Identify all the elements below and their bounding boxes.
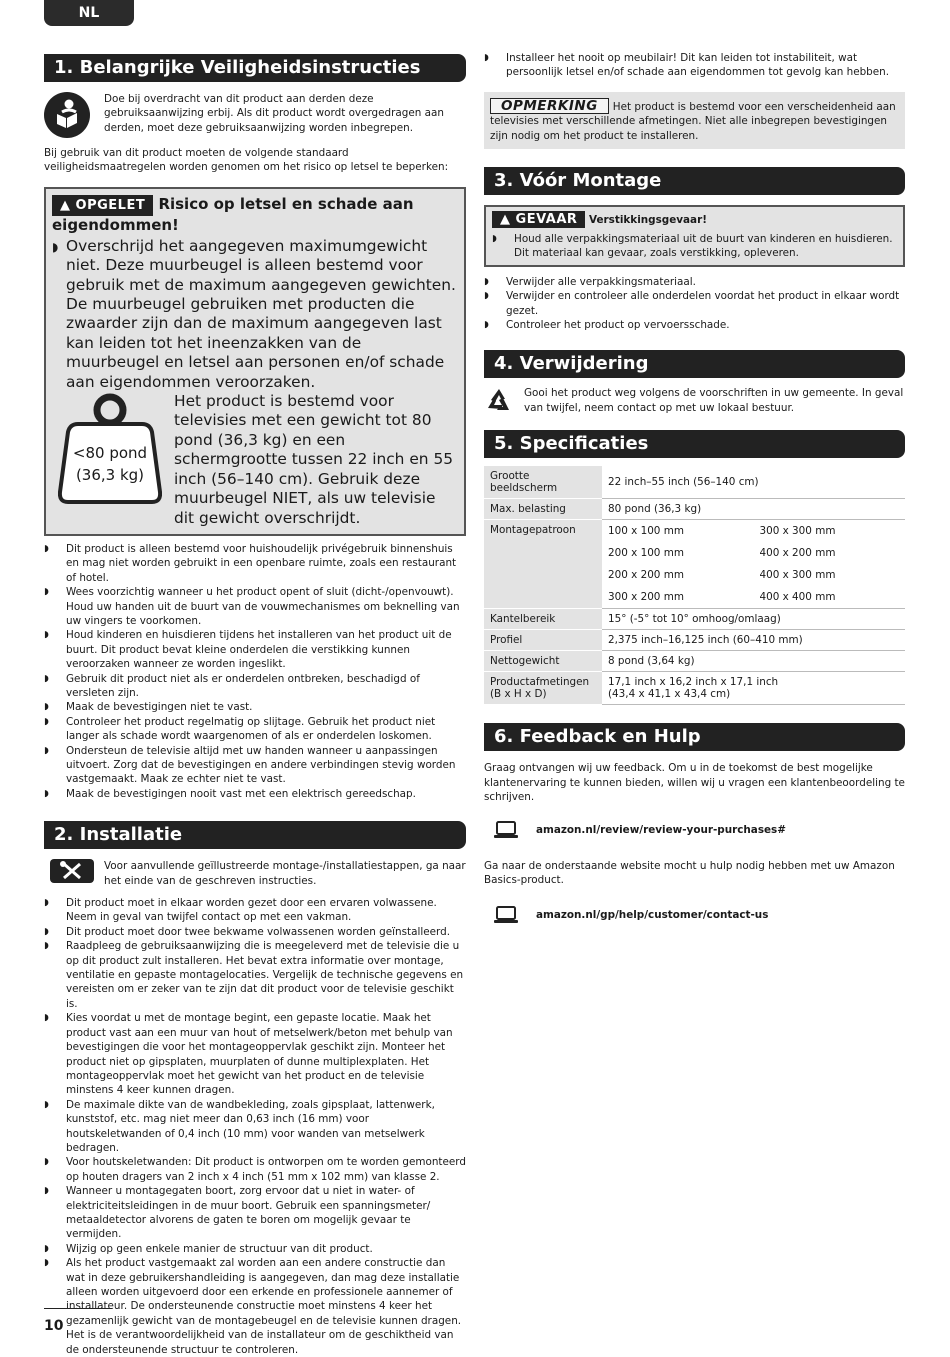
- section-3-title: 3. Vóór Montage: [484, 167, 905, 195]
- spec-key: Grootte beeldscherm: [484, 466, 602, 499]
- list-item: ◗ Wijzig op geen enkele manier de structuur van dit product.: [44, 1242, 466, 1256]
- weight-limit-line1: <80 pond: [72, 444, 148, 463]
- section-6-title: 6. Feedback en Hulp: [484, 723, 905, 751]
- laptop-icon: [494, 906, 518, 924]
- spec-value: 300 x 300 mm: [753, 520, 905, 543]
- laptop-icon: [494, 821, 518, 839]
- caution-item: ◗ Overschrijd het aangegeven maximumgewicht niet. Deze muurbeugel is alleen bestemd voor gebruik met de maximum aangegeven gewichten. De muurbeugel gebruiken met producten die zwaarder zijn dan de maximum aangegeven last kan leiden tot het ineenzakken van de muurbeugel en letsel aan personen en/of schade aan eigendommen veroorzaken.: [52, 237, 458, 392]
- spec-key: Montagepatroon: [484, 520, 602, 609]
- left-column: [44, 54, 466, 1357]
- spec-value: 300 x 200 mm: [602, 586, 753, 609]
- caution-title: Risico op letsel en schade aan eigendommen!: [52, 194, 414, 234]
- list-item: ◗ Gebruik dit product niet als er onderdelen ontbreken, beschadigd of versleten zijn.: [44, 672, 466, 701]
- feedback-text: Graag ontvangen wij uw feedback. Om u in de toekomst de best mogelijke klantenervaring te kunnen bieden, willen wij u vragen een klantenbeoordeling te schrijven.: [484, 762, 905, 804]
- review-link[interactable]: amazon.nl/review/review-your-purchases#: [536, 823, 786, 836]
- note-text: Het product is bestemd voor een verscheidenheid aan televisies met verschillende afmetingen. Niet alle inbegrepen bevestigingen zijn nodig om het product te installeren.: [490, 100, 896, 142]
- footer-rule: [44, 1308, 112, 1309]
- spec-value: 400 x 300 mm: [753, 564, 905, 586]
- danger-badge-label: GEVAAR: [515, 212, 578, 228]
- weight-icon: [58, 392, 162, 504]
- language-tab: NL: [44, 0, 134, 26]
- spec-key: Nettogewicht: [484, 651, 602, 672]
- list-item: ◗ Controleer het product op vervoersschade.: [484, 318, 905, 332]
- note-box: [484, 92, 905, 149]
- spec-value: 400 x 200 mm: [753, 542, 905, 564]
- spec-key: Productafmetingen (B x H x D): [484, 672, 602, 705]
- weight-limit-text: Het product is bestemd voor televisies met een gewicht tot 80 pond (36,3 kg) en een schermgrootte tussen 22 inch en 55 inch (56–140 cm). Gebruik deze muurbeugel NIET, als uw televisie dit gewicht overschrijdt.: [174, 392, 454, 527]
- table-row: [484, 499, 905, 520]
- spec-value: 8 pond (3,64 kg): [602, 651, 905, 672]
- spec-key: Kantelbereik: [484, 609, 602, 630]
- list-item: ◗ Dit product is alleen bestemd voor huishoudelijk privégebruik binnenshuis en mag niet worden gebruikt in een openbare ruimte, zoals een restaurant of hotel.: [44, 542, 466, 585]
- spec-value-line: (43,4 x 41,1 x 43,4 cm): [608, 688, 731, 701]
- right-column: [484, 51, 905, 924]
- list-item: ◗ Dit product moet door twee bekwame volwassenen worden geïnstalleerd.: [44, 925, 466, 939]
- list-item: ◗ Dit product moet in elkaar worden gezet door een ervaren volwassene. Neem in geval van twijfel contact op met een vakman.: [44, 896, 466, 925]
- disposal-text: Gooi het product weg volgens de voorschriften in uw gemeente. In geval van twijfel, neem contact op met uw lokaal bestuur.: [524, 387, 904, 414]
- spec-value: 200 x 200 mm: [602, 564, 753, 586]
- list-item: ◗ Controleer het product regelmatig op slijtage. Gebruik het product niet langer als schade wordt waargenomen of als er onderdelen loskomen.: [44, 715, 466, 744]
- caution-box: [44, 187, 466, 536]
- table-row: [484, 672, 905, 705]
- list-item: ◗ Installeer het nooit op meubilair! Dit kan leiden tot instabiliteit, wat persoonlijk letsel en/of schade aan eigendommen tot gevolg kan hebben.: [484, 51, 905, 80]
- contact-link[interactable]: amazon.nl/gp/help/customer/contact-us: [536, 908, 769, 921]
- table-row: [484, 466, 905, 499]
- installation-list: [44, 896, 466, 1357]
- installation-intro: Voor aanvullende geïllustreerde montage-/installatiestappen, ga naar het einde van de geschreven instructies.: [104, 860, 466, 887]
- caution-badge: [52, 195, 153, 216]
- spec-key: Profiel: [484, 630, 602, 651]
- danger-box: [484, 205, 905, 267]
- list-item: ◗ Als het product vastgemaakt zal worden aan een andere constructie dan wat in deze gebruikershandleiding is aangegeven, dan mag deze installatie alleen worden uitgevoerd door een erkende en professionele aannemer of installateur. De ondersteunende constructie moet minstens 4 keer het gezamenlijk gewicht van de montagebeugel en de televisie kunnen dragen. Het is de verantwoordelijkheid van de installateur om de geschiktheid van de ondersteunende structuur te controleren.: [44, 1256, 466, 1357]
- table-row: [484, 651, 905, 672]
- list-item: ◗ Wees voorzichtig wanneer u het product opent of sluit (dicht-/openvouwt). Houd uw handen uit de buurt van de vouwmechanismes om beknelling van uw vingers te voorkomen.: [44, 585, 466, 628]
- handover-note: Doe bij overdracht van dit product aan derden deze gebruiksaanwijzing erbij. Als dit product wordt overgedragen aan derden, moet deze gebruiksaanwijzing worden inbegrepen.: [104, 93, 444, 134]
- danger-item: ◗ Houd alle verpakkingsmateriaal uit de buurt van kinderen en huisdieren. Dit materiaal kan gevaar, zoals verstikking, opleveren.: [492, 232, 897, 261]
- safety-list: [44, 542, 466, 801]
- list-item: ◗ Wanneer u montagegaten boort, zorg ervoor dat u niet in water- of elektriciteitsleidingen in de muur boort. Gebruik een spanningsmeter/ metaaldetector alvorens de gaten te boren om mogelijk gevaar te vermijden.: [44, 1184, 466, 1242]
- spec-value: 15° (-5° tot 10° omhoog/omlaag): [602, 609, 905, 630]
- help-text: Ga naar de onderstaande website mocht u hulp nodig hebben met uw Amazon Basics-product.: [484, 859, 895, 887]
- list-item: ◗ Kies voordat u met de montage begint, een gepaste locatie. Maak het product vast aan een muur van hout of metselwerk/beton met behulp van bevestigingen die voor het montageoppervlak geschikt zijn. Monteer het product niet op gipsplaten, muurplaten of dunne multiplexplaten. Het montageoppervlak moet het gewicht van het product en de televisie minstens 4 keer kunnen dragen.: [44, 1011, 466, 1097]
- spec-key: Max. belasting: [484, 499, 602, 520]
- spec-value: [602, 672, 905, 705]
- spec-value: 2,375 inch–16,125 inch (60–410 mm): [602, 630, 905, 651]
- spec-value: 400 x 400 mm: [753, 586, 905, 609]
- read-manual-icon: [44, 92, 90, 138]
- basic-precautions: Bij gebruik van dit product moeten de volgende standaard veiligheidsmaatregelen worden genomen om het risico op letsel te beperken:: [44, 147, 449, 174]
- danger-badge: [492, 211, 585, 228]
- section-1-title: 1. Belangrijke Veiligheidsinstructies: [44, 54, 466, 82]
- spec-table: [484, 466, 905, 705]
- danger-title: Verstikkingsgevaar!: [589, 214, 707, 227]
- list-item: ◗ Ondersteun de televisie altijd met uw handen wanneer u aanpassingen uitvoert. Zorg dat de bevestigingen en andere verbindingen stevig worden vastgemaakt. Maak ze echter niet te vast.: [44, 744, 466, 787]
- table-row: [484, 520, 905, 543]
- table-row: [484, 630, 905, 651]
- note-badge: OPMERKING: [490, 98, 609, 114]
- list-item: ◗ Verwijder en controleer alle onderdelen voordat het product in elkaar wordt gezet.: [484, 289, 905, 318]
- spec-value-line: 17,1 inch x 16,2 inch x 17,1 inch: [608, 676, 779, 689]
- list-item: ◗ Maak de bevestigingen nooit vast met een elektrisch gereedschap.: [44, 787, 466, 801]
- section-5-title: 5. Specificaties: [484, 430, 905, 458]
- section-2-title: 2. Installatie: [44, 821, 466, 849]
- spec-value: 22 inch–55 inch (56–140 cm): [602, 466, 905, 499]
- list-item: ◗ Houd kinderen en huisdieren tijdens het installeren van het product uit de buurt. Dit product bevat kleine onderdelen die verstikking kunnen veroorzaken wanneer ze worden ingeslikt.: [44, 628, 466, 671]
- caution-badge-label: OPGELET: [75, 197, 146, 213]
- warning-triangle-icon: ▲: [60, 197, 76, 213]
- table-row: [484, 609, 905, 630]
- list-item: ◗ Raadpleeg de gebruiksaanwijzing die is meegeleverd met de televisie die u op dit product zult installeren. Het bevat extra informatie over montage, ventilatie en gepaste montagelocaties. Vergelijk de technische gegevens en vereisten om er zeker van te zijn dat dit product voor de televisie geschikt is.: [44, 939, 466, 1011]
- list-item: ◗ Voor houtskeletwanden: Dit product is ontworpen om te worden gemonteerd op houten dragers van 2 inch x 4 inch (51 mm x 102 mm) van klasse 2.: [44, 1155, 466, 1184]
- list-item: ◗ De maximale dikte van de wandbekleding, zoals gipsplaat, lattenwerk, kunststof, etc. mag niet meer dan 0,63 inch (16 mm) voor houtskeletwanden of 0,4 inch (10 mm) voor wanden van metselwerk bedragen.: [44, 1098, 466, 1156]
- list-item: ◗ Verwijder alle verpakkingsmateriaal.: [484, 275, 905, 289]
- tools-icon: [50, 859, 94, 883]
- page-number: 10: [44, 1318, 64, 1334]
- spec-value: 100 x 100 mm: [602, 520, 753, 543]
- recycle-icon: [484, 386, 514, 416]
- section-4-title: 4. Verwijdering: [484, 350, 905, 378]
- pre-assembly-list: [484, 275, 905, 333]
- weight-limit-line2: (36,3 kg): [75, 466, 145, 485]
- list-item: ◗ Maak de bevestigingen niet te vast.: [44, 700, 466, 714]
- warning-triangle-icon: ▲: [500, 212, 516, 228]
- spec-value: 80 pond (36,3 kg): [602, 499, 905, 520]
- spec-value: 200 x 100 mm: [602, 542, 753, 564]
